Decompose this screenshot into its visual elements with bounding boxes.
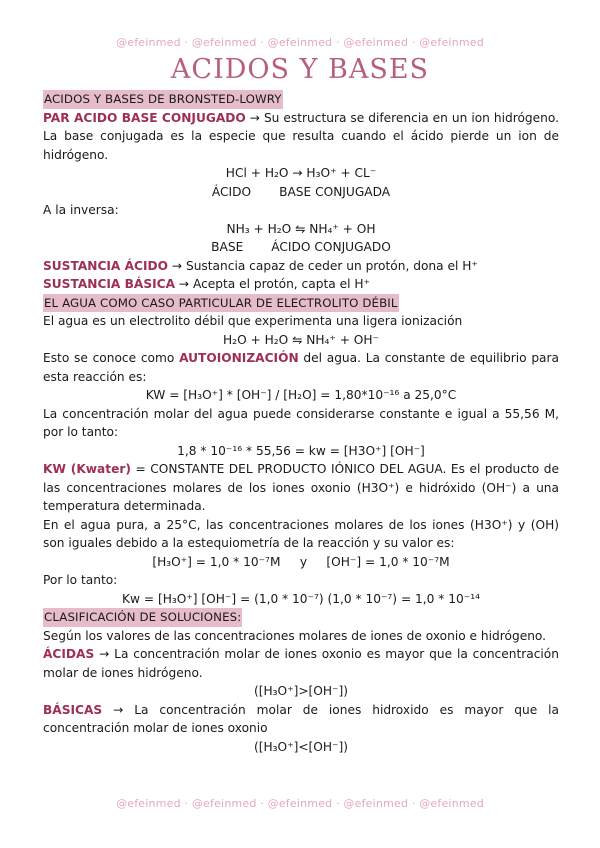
definition-acidic-solution: ÁCIDAS → La concentración molar de iones oxonio es mayor que la concentración molar de iones hidrógeno. [43, 647, 559, 680]
term-kwater: KW (Kwater) [43, 462, 131, 476]
equation-hcl: HCl + H₂O → H₃O⁺ + CL⁻ [225, 166, 377, 180]
paragraph-kwater: KW (Kwater) = CONSTANTE DEL PRODUCTO IÓNICO DEL AGUA. Es el producto de las concentraciones molares de los iones oxonio (H3O⁺) e hidróxido (OH⁻) a una temperatura determinada. [43, 462, 559, 513]
term-basic: BÁSICAS [43, 702, 103, 717]
section-heading-bronsted: ACIDOS Y BASES DE BRONSTED-LOWRY [43, 90, 283, 109]
term-base-substance: SUSTANCIA BÁSICA [43, 277, 176, 291]
equation-nh3-labels: BASE ÁCIDO CONJUGADO [211, 240, 391, 254]
equation-acidic: ([H₃O⁺]>[OH⁻]) [253, 684, 348, 698]
term-acidic: ÁCIDAS [43, 647, 95, 661]
equation-water: H₂O + H₂O ⇋ NH₄⁺ + OH⁻ [223, 332, 379, 347]
therefore-label: Por lo tanto: [43, 573, 118, 587]
term-acid-substance: SUSTANCIA ÁCIDO [43, 258, 168, 273]
equation-kw: KW = [H₃O⁺] * [OH⁻] / [H₂O] = 1,80*10⁻¹⁶ a 25,0°C [145, 388, 457, 402]
section-heading-classification: CLASIFICACIÓN DE SOLUCIONES: [43, 608, 242, 627]
paragraph-water-ionization: El agua es un electrolito débil que experimenta una ligera ionización [43, 314, 463, 328]
definition-acid: SUSTANCIA ÁCIDO → Sustancia capaz de ceder un protón, dona el H⁺ [43, 258, 478, 273]
paragraph-classification: Según los valores de las concentraciones molares de iones de oxonio e hidrógeno. [43, 628, 547, 643]
section-heading-water: EL AGUA COMO CASO PARTICULAR DE ELECTROLITO DÉBIL [43, 294, 399, 313]
watermark-bottom: @efeinmed · @efeinmed · @efeinmed · @efeinmed · @efeinmed [116, 797, 484, 810]
inverse-label: A la inversa: [43, 203, 119, 217]
term-conjugate-pair: PAR ACIDO BASE CONJUGADO [43, 110, 246, 125]
equation-basic: ([H₃O⁺]<[OH⁻]) [253, 739, 348, 754]
equation-hcl-labels: ÁCIDO BASE CONJUGADA [211, 184, 391, 199]
watermark-top: @efeinmed · @efeinmed · @efeinmed · @efeinmed · @efeinmed [116, 36, 484, 49]
equation-nh3: NH₃ + H₂O ⇋ NH₄⁺ + OH [226, 221, 376, 236]
equation-kw-value: 1,8 * 10⁻¹⁶ * 55,56 = kw = [H3O⁺] [OH⁻] [177, 443, 425, 458]
definition-basic-solution: BÁSICAS → La concentración molar de iones hidroxido es mayor que la concentración molar de iones oxonio [43, 702, 559, 735]
definition-base: SUSTANCIA BÁSICA → Acepta el protón, capta el H⁺ [43, 277, 370, 291]
paragraph-conjugate-pair: PAR ACIDO BASE CONJUGADO → Su estructura se diferencia en un ion hidrógeno. La base conjugada es la especie que resulta cuando el ácido pierde un ion de hidrógeno. [43, 110, 559, 162]
equation-kw-product: Kw = [H₃O⁺] [OH⁻] = (1,0 * 10⁻⁷) (1,0 * 10⁻⁷) = 1,0 * 10⁻¹⁴ [122, 591, 480, 606]
equation-concentrations: [H₃O⁺] = 1,0 * 10⁻⁷M y [OH⁻] = 1,0 * 10⁻⁷M [152, 554, 450, 569]
document-body [43, 90, 559, 756]
paragraph-molar-concentration: La concentración molar del agua puede considerarse constante e igual a 55,56 M, por lo tanto: [43, 406, 559, 439]
paragraph-autoionization: Esto se conoce como AUTOIONIZACIÓN del agua. La constante de equilibrio para esta reacción es: [43, 351, 560, 384]
term-autoionization: AUTOIONIZACIÓN [179, 351, 299, 365]
page-title: ACIDOS Y BASES [170, 54, 430, 85]
paragraph-pure-water: En el agua pura, a 25°C, las concentraciones molares de los iones (H3O⁺) y (OH) son iguales debido a la estequiometría de la reacción y su valor es: [43, 517, 559, 550]
